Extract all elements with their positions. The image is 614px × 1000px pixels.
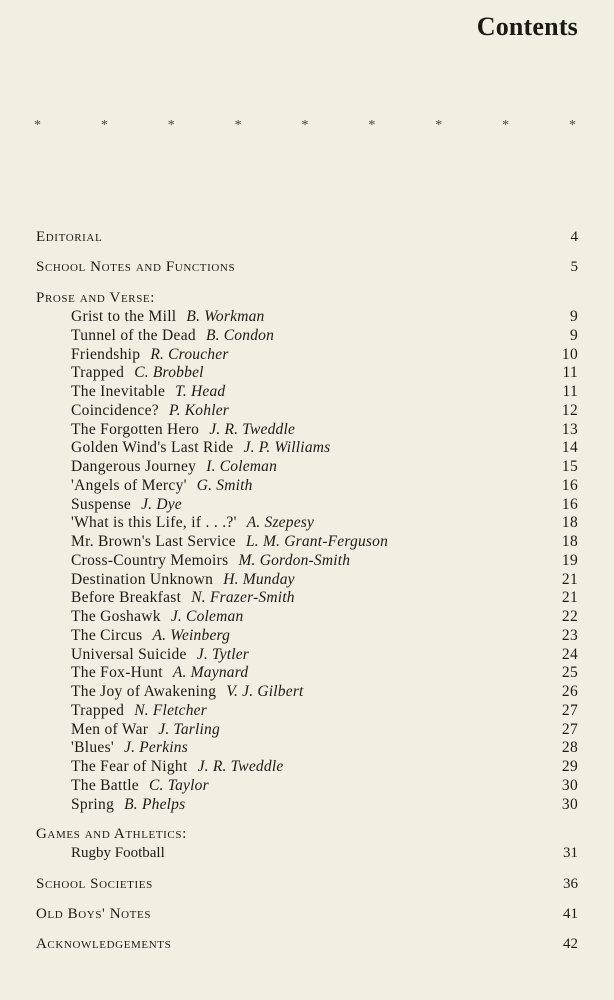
toc-entry bbox=[71, 646, 578, 665]
toc-school-notes bbox=[36, 259, 578, 276]
page-title: Contents bbox=[476, 12, 578, 41]
toc-entry bbox=[71, 364, 578, 383]
page-number: 36 bbox=[563, 876, 578, 892]
page-number: 5 bbox=[570, 259, 578, 275]
toc-games bbox=[36, 826, 578, 843]
entry-author: L. M. Grant-Ferguson bbox=[245, 533, 389, 550]
entry-author: G. Smith bbox=[196, 476, 253, 494]
entry-title: Men of War bbox=[71, 720, 149, 738]
entry-title: Universal Suicide bbox=[71, 645, 187, 663]
star-ornament: * bbox=[502, 118, 510, 133]
page-number: 25 bbox=[561, 664, 578, 682]
entry-author: C. Taylor bbox=[149, 776, 209, 794]
entry-title-author bbox=[71, 777, 209, 796]
toc-entry bbox=[71, 402, 578, 421]
entry-author: B. Phelps bbox=[124, 795, 186, 813]
entry-title: Mr. Brown's Last Service bbox=[71, 533, 236, 550]
toc-entry bbox=[71, 458, 578, 477]
entry-title-author bbox=[71, 402, 229, 421]
toc-entry bbox=[71, 552, 578, 571]
entry-title: Dangerous Journey bbox=[71, 458, 197, 475]
toc-acknowledgements bbox=[36, 936, 578, 953]
toc-societies bbox=[36, 876, 578, 893]
page-number: 15 bbox=[561, 458, 578, 475]
entry-author: H. Munday bbox=[223, 570, 295, 588]
page-number: 22 bbox=[561, 608, 578, 625]
entry-title: Spring bbox=[71, 795, 115, 813]
entry-title: The Joy of Awakening bbox=[71, 683, 217, 700]
entry-title-author bbox=[71, 496, 182, 515]
entry-title-author bbox=[71, 627, 230, 646]
page-number: 31 bbox=[563, 845, 578, 861]
toc-entry bbox=[71, 739, 578, 758]
page-number: 9 bbox=[569, 308, 578, 325]
toc-entry bbox=[71, 477, 578, 496]
entry-title: The Fox-Hunt bbox=[71, 664, 163, 682]
toc-entry bbox=[71, 683, 578, 702]
entry-title: Cross-Country Memoirs bbox=[71, 551, 229, 569]
toc-entry bbox=[71, 383, 578, 402]
toc-prose-verse bbox=[36, 290, 578, 307]
toc-editorial bbox=[36, 229, 578, 246]
star-ornament: * bbox=[34, 118, 41, 133]
page-number: 27 bbox=[561, 720, 578, 738]
star-ornament: * bbox=[167, 118, 175, 133]
entry-title-author bbox=[71, 589, 295, 608]
entry-author: C. Brobbel bbox=[134, 364, 204, 382]
star-ornament: * bbox=[569, 118, 576, 133]
entry-title: The Fear of Night bbox=[71, 758, 188, 775]
toc-entry bbox=[71, 533, 578, 552]
page-number: 24 bbox=[561, 645, 578, 663]
star-ornament: * bbox=[234, 118, 242, 133]
entry-author: J. Perkins bbox=[124, 739, 188, 757]
entry-title: The Goshawk bbox=[71, 608, 161, 625]
page-number: 14 bbox=[561, 439, 578, 457]
entry-title: The Battle bbox=[71, 776, 139, 794]
entry-title-author bbox=[71, 514, 314, 533]
entry-author: V. J. Gilbert bbox=[226, 683, 304, 700]
toc-rugby bbox=[71, 845, 578, 862]
section-label: Editorial bbox=[36, 229, 103, 245]
section-label: School Notes and Functions bbox=[36, 259, 236, 275]
entry-author: J. Dye bbox=[141, 495, 182, 513]
toc-entry bbox=[71, 346, 578, 365]
page-number: 18 bbox=[561, 533, 578, 550]
entry-title-author bbox=[71, 327, 274, 346]
page-number: 18 bbox=[561, 514, 578, 532]
entry-title-author bbox=[71, 702, 207, 721]
toc-entry bbox=[71, 589, 578, 608]
page-number: 12 bbox=[561, 401, 578, 419]
entry-author: M. Gordon-Smith bbox=[238, 551, 351, 569]
entry-title-author bbox=[71, 608, 243, 627]
toc-entry bbox=[71, 627, 578, 646]
page-number: 9 bbox=[569, 326, 578, 344]
entry-author: J. Coleman bbox=[170, 608, 244, 625]
entry-title-author bbox=[71, 439, 330, 458]
entry-title: Golden Wind's Last Ride bbox=[71, 439, 234, 457]
entry-title: The Forgotten Hero bbox=[71, 420, 200, 438]
page-number: 26 bbox=[561, 683, 578, 700]
toc-entry bbox=[71, 608, 578, 627]
entry-author: J. P. Williams bbox=[243, 439, 331, 457]
entry-title: Trapped bbox=[71, 701, 125, 719]
entry-title-author bbox=[71, 308, 264, 327]
page-number: 29 bbox=[561, 758, 578, 775]
entry-author: A. Maynard bbox=[172, 664, 249, 682]
entry-author: T. Head bbox=[175, 383, 226, 400]
entry-title-author bbox=[71, 346, 229, 365]
page-number: 27 bbox=[561, 701, 578, 719]
toc-entry bbox=[71, 421, 578, 440]
toc-entry bbox=[71, 571, 578, 590]
entry-title: Trapped bbox=[71, 364, 125, 382]
toc-entry bbox=[71, 796, 578, 815]
prose-verse-list bbox=[71, 308, 578, 814]
entry-title: Suspense bbox=[71, 495, 132, 513]
entry-title: 'What is this Life, if . . .?' bbox=[71, 514, 237, 532]
page-number: 11 bbox=[562, 364, 578, 382]
section-label: Games and Athletics: bbox=[36, 826, 187, 842]
entry-title-author bbox=[71, 739, 188, 758]
entry-title-author bbox=[71, 552, 350, 571]
page-number: 21 bbox=[561, 570, 578, 588]
page-number: 16 bbox=[561, 476, 578, 494]
toc-entry bbox=[71, 758, 578, 777]
page-number: 10 bbox=[561, 345, 578, 363]
entry-title: Destination Unknown bbox=[71, 570, 214, 588]
page-number: 21 bbox=[561, 589, 578, 607]
entry-title: Grist to the Mill bbox=[71, 308, 177, 325]
entry-title: Rugby Football bbox=[71, 845, 165, 861]
entry-title: 'Blues' bbox=[71, 739, 114, 757]
entry-title-author bbox=[71, 383, 225, 402]
entry-author: I. Coleman bbox=[206, 458, 278, 475]
entry-author: R. Croucher bbox=[150, 345, 229, 363]
entry-author: N. Frazer-Smith bbox=[191, 589, 295, 607]
entry-title-author bbox=[71, 571, 295, 590]
entry-title: Tunnel of the Dead bbox=[71, 326, 196, 344]
entry-author: J. Tarling bbox=[158, 720, 220, 738]
entry-author: N. Fletcher bbox=[134, 701, 207, 719]
toc-entry bbox=[71, 721, 578, 740]
entry-title: The Circus bbox=[71, 626, 143, 644]
toc-entry bbox=[71, 439, 578, 458]
entry-title-author bbox=[71, 721, 220, 740]
page-number: 13 bbox=[561, 420, 578, 438]
entry-title-author bbox=[71, 421, 295, 440]
toc-entry bbox=[71, 702, 578, 721]
entry-title: 'Angels of Mercy' bbox=[71, 476, 187, 494]
toc-entry bbox=[71, 777, 578, 796]
entry-title: The Inevitable bbox=[71, 383, 166, 400]
star-ornament: * bbox=[435, 118, 443, 133]
entry-author: A. Szepesy bbox=[246, 514, 315, 532]
entry-title-author bbox=[71, 664, 248, 683]
section-label: Old Boys' Notes bbox=[36, 906, 152, 922]
page-number: 30 bbox=[561, 795, 578, 813]
entry-title-author bbox=[71, 477, 253, 496]
entry-author: J. R. Tweddle bbox=[209, 420, 296, 438]
entry-title-author bbox=[71, 758, 283, 777]
page-number: 4 bbox=[570, 229, 578, 245]
entry-author: J. Tytler bbox=[196, 645, 250, 663]
star-ornament: * bbox=[100, 118, 108, 133]
entry-title: Friendship bbox=[71, 345, 141, 363]
entry-author: J. R. Tweddle bbox=[197, 758, 284, 775]
toc-entry bbox=[71, 514, 578, 533]
page-number: 42 bbox=[563, 936, 578, 952]
page-number: 11 bbox=[562, 383, 578, 400]
entry-title: Coincidence? bbox=[71, 401, 159, 419]
section-label: Prose and Verse: bbox=[36, 290, 156, 306]
entry-title-author bbox=[71, 646, 249, 665]
toc-old-boys bbox=[36, 906, 578, 923]
entry-title-author bbox=[71, 364, 204, 383]
section-label: School Societies bbox=[36, 876, 153, 892]
toc-entry bbox=[71, 496, 578, 515]
entry-title-author bbox=[71, 533, 388, 552]
toc-entry bbox=[71, 664, 578, 683]
toc-entry bbox=[71, 327, 578, 346]
page-number: 23 bbox=[561, 626, 578, 644]
entry-author: B. Condon bbox=[205, 326, 275, 344]
entry-author: A. Weinberg bbox=[152, 626, 231, 644]
page-number: 28 bbox=[561, 739, 578, 757]
entry-title-author bbox=[71, 683, 304, 702]
star-divider bbox=[34, 118, 576, 134]
page-number: 41 bbox=[563, 906, 578, 922]
page-number: 19 bbox=[561, 551, 578, 569]
page-number: 16 bbox=[561, 495, 578, 513]
entry-title-author bbox=[71, 796, 185, 815]
star-ornament: * bbox=[301, 118, 309, 133]
toc-entry bbox=[71, 308, 578, 327]
section-label: Acknowledgements bbox=[36, 936, 172, 952]
entry-author: P. Kohler bbox=[168, 401, 230, 419]
entry-title: Before Breakfast bbox=[71, 589, 182, 607]
star-ornament: * bbox=[368, 118, 376, 133]
page-number: 30 bbox=[561, 776, 578, 794]
entry-title-author bbox=[71, 458, 277, 477]
entry-author: B. Workman bbox=[186, 308, 265, 325]
